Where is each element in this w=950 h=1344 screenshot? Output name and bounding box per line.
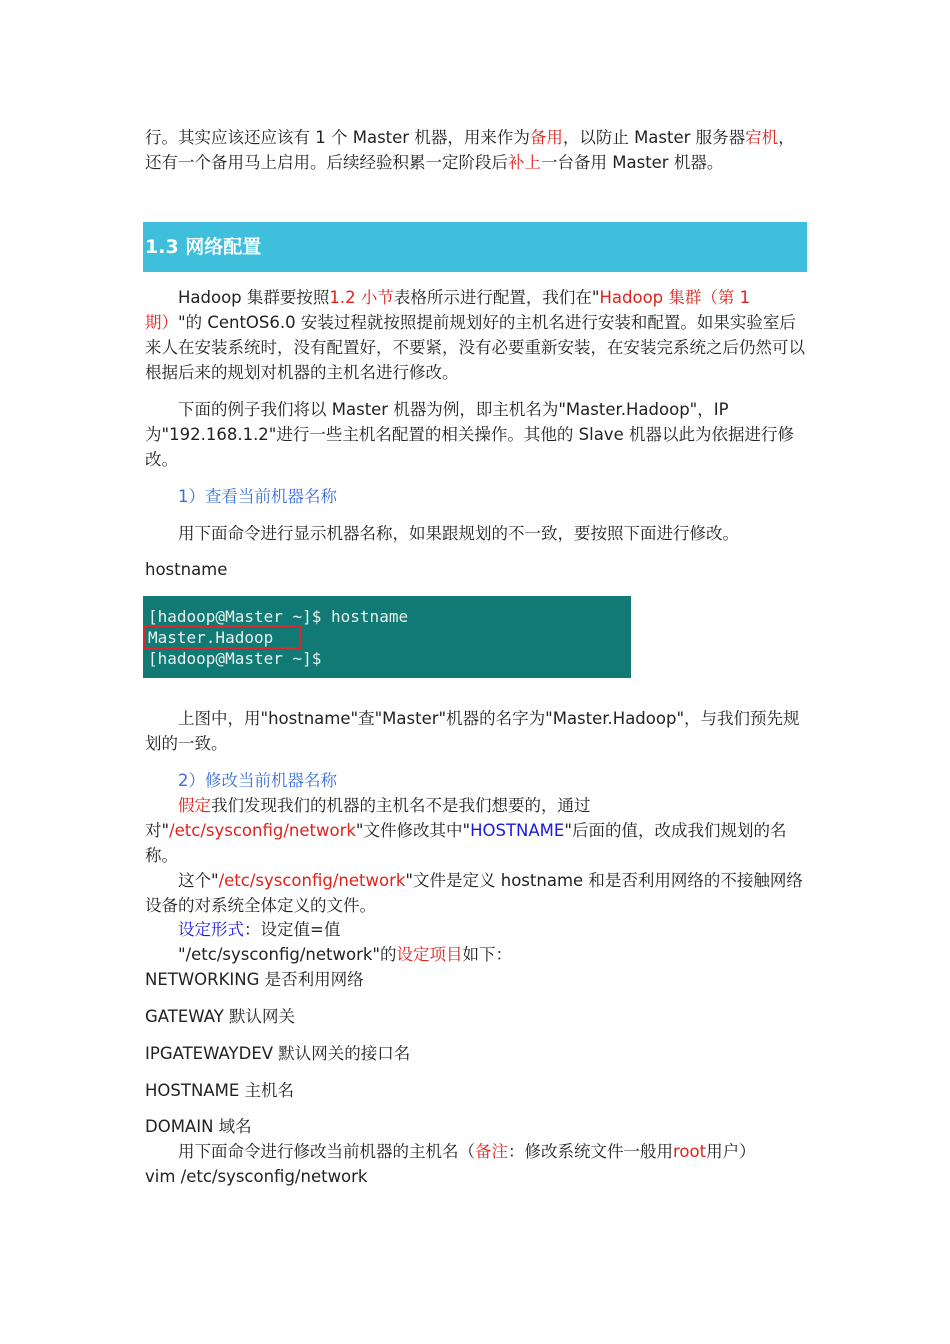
list-item: HOSTNAME 主机名 [145, 1081, 294, 1100]
list-item: GATEWAY 默认网关 [145, 1007, 296, 1026]
terminal-line-output: Master.Hadoop [148, 628, 274, 647]
text-segment: 一台备用 Master 机器。 [541, 153, 724, 172]
paragraph-setting-items [145, 942, 807, 967]
text-segment: "/etc/sysconfig/network"的 [178, 945, 397, 964]
file-path: /etc/sysconfig/network [218, 871, 406, 890]
text-segment: 我们发现我们的机器的主机名不是我们想要的，通过对" [145, 796, 591, 840]
keyword-supplement: 补上 [508, 153, 541, 172]
keyword-note: 备注 [475, 1142, 508, 1161]
text-segment: "的 CentOS6.0 安装过程就按照提前规划好的主机名进行安装和配置。如果实验室后来人在安装系统时，没有配置好，不要紧，没有必要重新安装，在安装完系统之后仍然可以根据后来的规划对机器的主机名进行修改。 [145, 313, 805, 382]
text-segment: "文件修改其中" [355, 821, 471, 840]
keyword-assume: 假定 [178, 796, 211, 815]
section-heading: 1.3 网络配置 [143, 222, 807, 272]
command-hostname: hostname [145, 560, 228, 579]
list-item: NETWORKING 是否利用网络 [145, 970, 364, 989]
text-segment: 用户） [706, 1142, 756, 1161]
paragraph-assume [145, 793, 807, 868]
text-segment: 如下： [462, 945, 513, 964]
text-segment: ：修改系统文件一般用 [508, 1142, 673, 1161]
terminal-line-prompt-command: [hadoop@Master ~]$ hostname [148, 607, 409, 626]
text-segment: "文件是定义 hostname 和是否利用网络的不接触网络设备的对系统全体定义的文件。 [145, 871, 803, 915]
paragraph-backup-note [145, 125, 807, 175]
output-highlight-box [143, 625, 301, 649]
keyword-root: root [673, 1142, 707, 1161]
paragraph-modify [145, 1139, 807, 1164]
text-segment: ：设定值=值 [244, 920, 341, 939]
reference-article-title: Hadoop 集群（第 1 期） [145, 288, 751, 332]
keyword-backup: 备用 [529, 128, 563, 147]
command-vim: vim /etc/sysconfig/network [145, 1167, 368, 1186]
text-segment: 这个" [178, 871, 219, 890]
keyword-setting-items: 设定项目 [396, 945, 463, 964]
paragraph-setting-form [145, 917, 807, 942]
paragraph-intro [145, 285, 807, 385]
reference-section-link: 1.2 小节 [329, 288, 394, 307]
list-item: DOMAIN 域名 [145, 1117, 252, 1136]
text-segment: ，以防止 Master 服务器 [562, 128, 746, 147]
keyword-setting-form: 设定形式 [178, 920, 244, 939]
text-segment: Hadoop 集群要按照 [178, 288, 330, 307]
text-segment: 用下面命令进行修改当前机器的主机名（ [178, 1142, 475, 1161]
paragraph-file-definition [145, 868, 807, 918]
file-path: /etc/sysconfig/network [169, 821, 356, 840]
text-segment: 表格所示进行配置，我们在" [393, 288, 600, 307]
terminal-line-prompt: [hadoop@Master ~]$ [148, 649, 322, 668]
step1-title: 1）查看当前机器名称 [178, 487, 337, 506]
paragraph-example: 下面的例子我们将以 Master 机器为例，即主机名为"Master.Hadoop"，IP 为"192.168.1.2"进行一些主机名配置的相关操作。其他的 Slave 机器以此为依据进行修改。 [145, 400, 794, 469]
paragraph-result: 上图中，用"hostname"查"Master"机器的名字为"Master.Hadoop"，与我们预先规划的一致。 [145, 709, 800, 753]
step2-title: 2）修改当前机器名称 [178, 771, 337, 790]
keyword-crash: 宕机 [745, 128, 779, 147]
list-item: IPGATEWAYDEV 默认网关的接口名 [145, 1044, 411, 1063]
text-segment: 行。其实应该还应该有 1 个 Master 机器，用来作为 [145, 128, 530, 147]
keyword-hostname: HOSTNAME [470, 821, 565, 840]
text-segment: ，还有一个备用马上启用。后续经验积累一定阶段后 [145, 128, 795, 172]
text-segment: "后面的值，改成我们规划的名称。 [145, 821, 787, 865]
step1-description: 用下面命令进行显示机器名称，如果跟规划的不一致，要按照下面进行修改。 [178, 524, 739, 543]
